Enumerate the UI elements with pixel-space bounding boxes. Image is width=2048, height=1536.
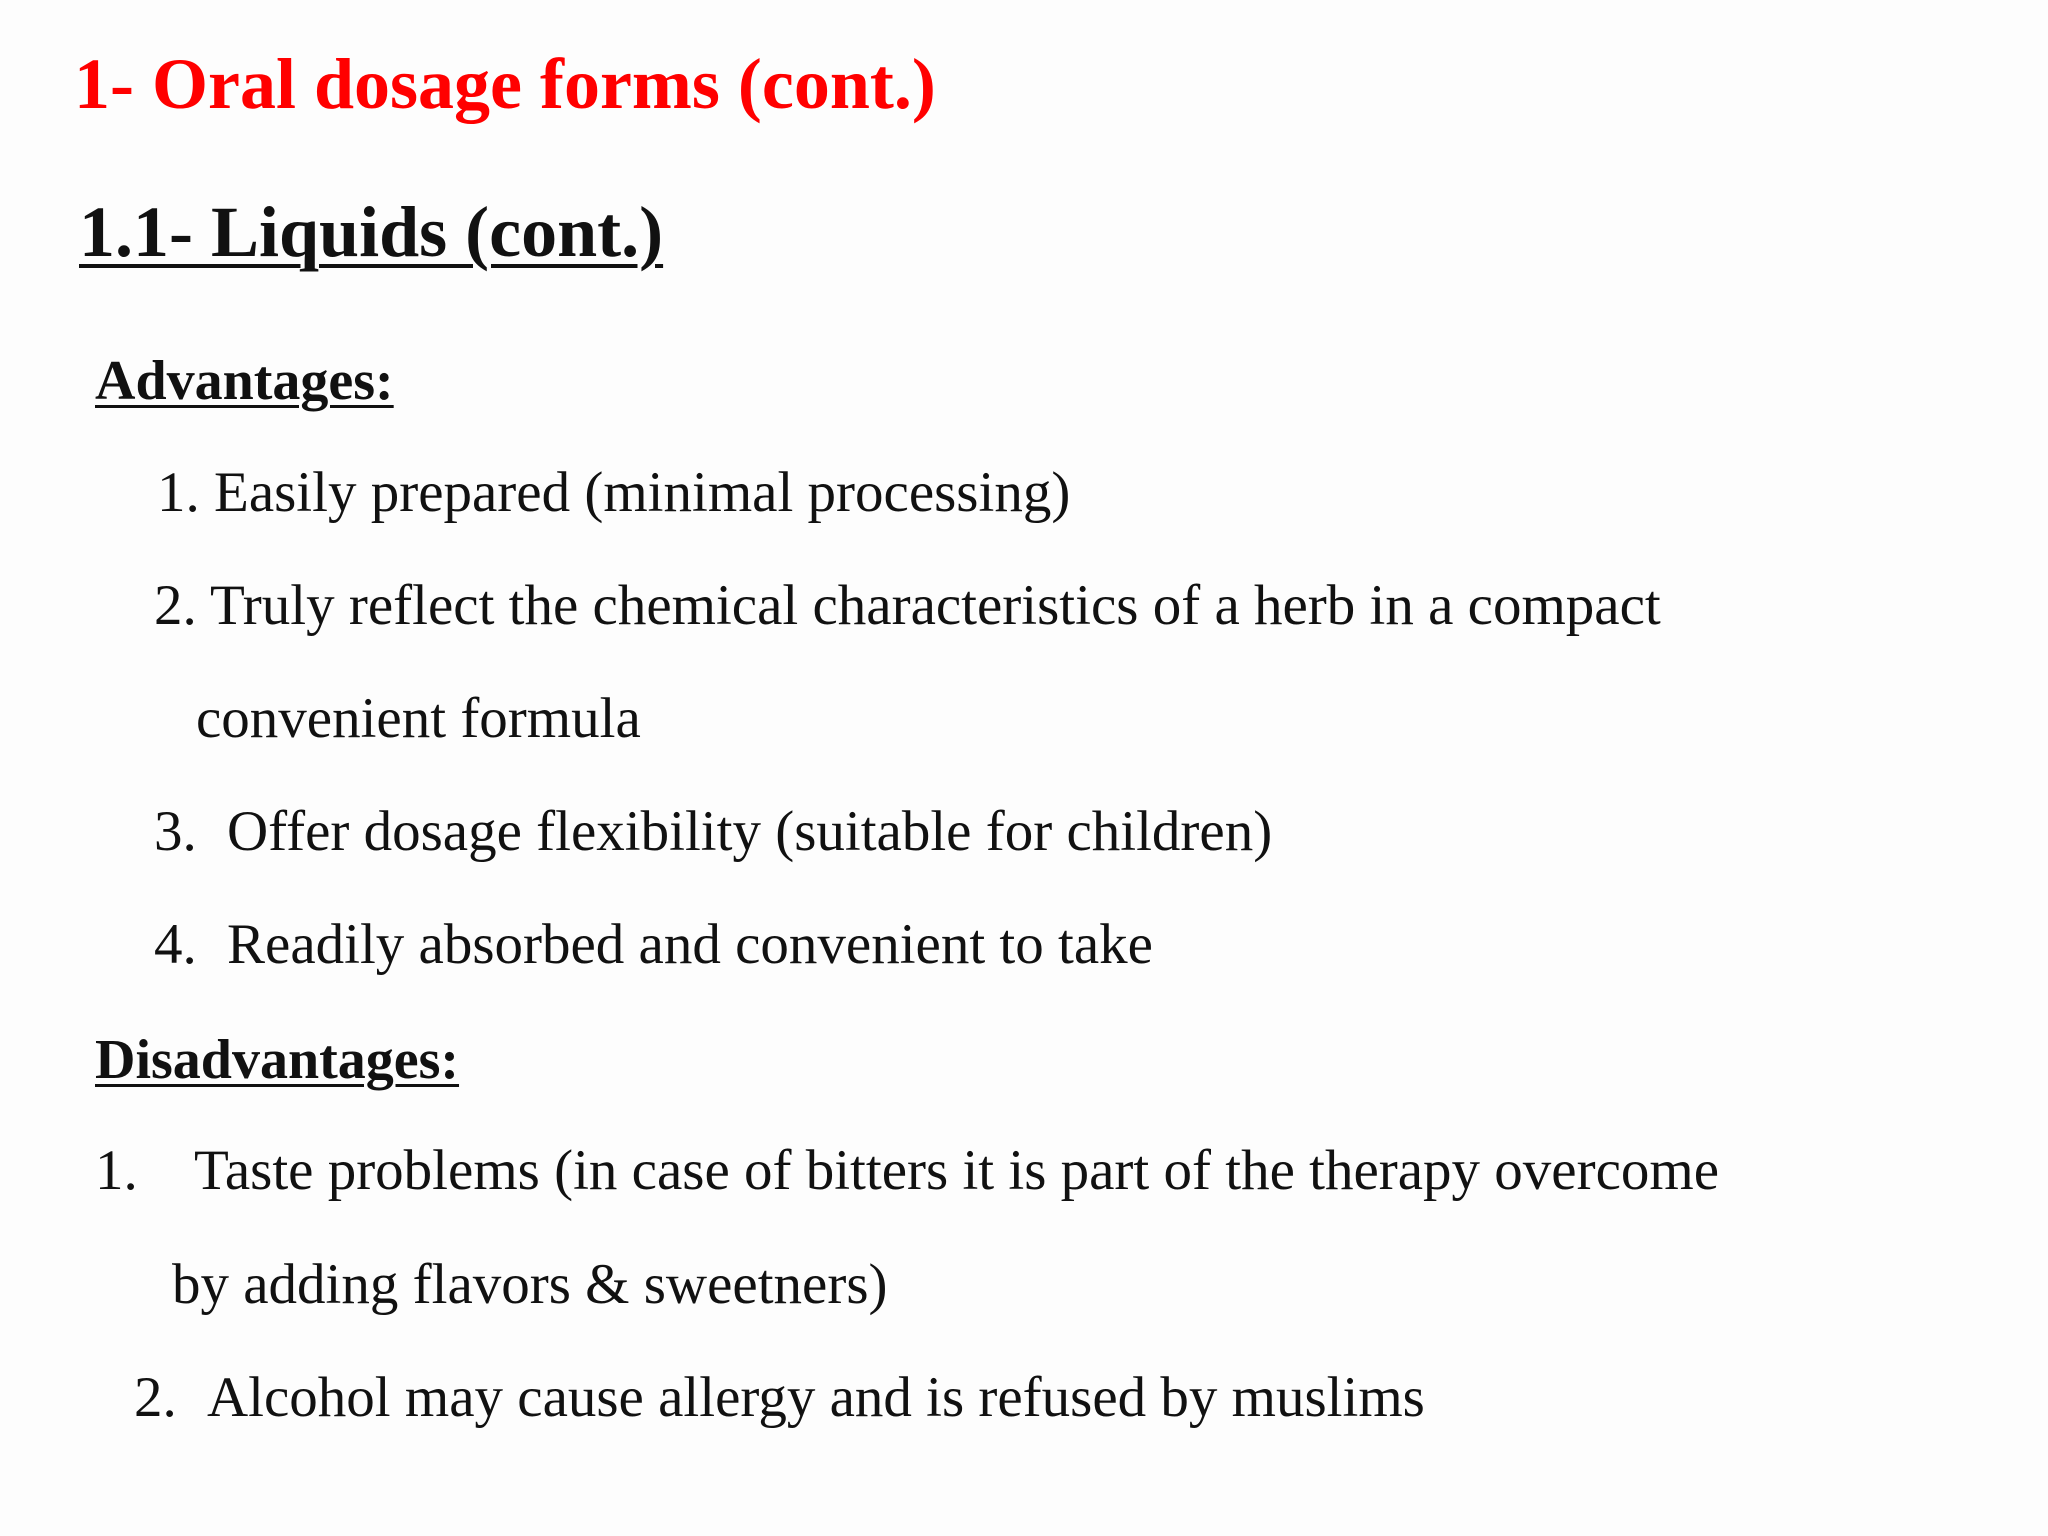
slide-title: 1- Oral dosage forms (cont.) bbox=[74, 44, 936, 124]
advantage-item-1-text: Easily prepared (minimal processing) bbox=[214, 461, 1071, 524]
advantages-heading: Advantages: bbox=[95, 350, 394, 412]
advantage-item-2-number: 2. bbox=[154, 574, 197, 637]
advantage-item-3-text: Offer dosage flexibility (suitable for children) bbox=[227, 800, 1273, 863]
advantage-item-1-number: 1. bbox=[157, 461, 200, 524]
section-subtitle: 1.1- Liquids (cont.) bbox=[79, 192, 664, 272]
disadvantage-item-2-number: 2. bbox=[134, 1366, 177, 1429]
advantage-item-4 bbox=[154, 913, 1153, 976]
advantage-item-4-number: 4. bbox=[154, 913, 197, 976]
advantage-item-3 bbox=[154, 800, 1273, 863]
disadvantage-item-1-continuation: by adding flavors & sweetners) bbox=[172, 1253, 888, 1316]
advantage-item-3-number: 3. bbox=[154, 800, 197, 863]
disadvantage-item-2-text: Alcohol may cause allergy and is refused by muslims bbox=[207, 1366, 1425, 1429]
advantage-item-2-text: Truly reflect the chemical characteristics of a herb in a compact bbox=[209, 574, 1661, 637]
advantage-item-2-continuation: convenient formula bbox=[196, 687, 641, 750]
disadvantage-item-1-text: Taste problems (in case of bitters it is part of the therapy overcome bbox=[194, 1139, 1720, 1202]
advantage-item-1 bbox=[157, 461, 1071, 524]
disadvantages-heading: Disadvantages: bbox=[95, 1029, 460, 1091]
disadvantage-item-1-number: 1. bbox=[95, 1139, 138, 1202]
disadvantage-item-2 bbox=[134, 1366, 1425, 1429]
advantage-item-4-text: Readily absorbed and convenient to take bbox=[227, 913, 1153, 976]
advantage-item-2 bbox=[154, 574, 1661, 637]
disadvantage-item-1 bbox=[95, 1139, 1720, 1202]
